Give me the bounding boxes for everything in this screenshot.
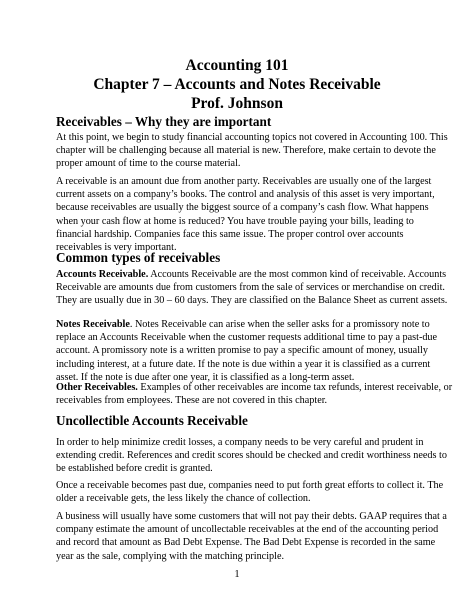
course-title: Accounting 101	[185, 57, 289, 74]
text-line: current assets on a company’s books. The control and analysis of this asset is very important,	[56, 189, 435, 201]
text-line: Receivable are amounts due from customers from the sale of services or merchandise on credit.	[56, 282, 445, 294]
text-line: receivables is very important.	[56, 242, 177, 254]
section-heading-why-important: Receivables – Why they are important	[56, 114, 272, 129]
paragraph-bad-debt	[56, 510, 447, 563]
paragraph-notes-receivable	[56, 318, 438, 384]
text-line: chapter will be challenging because all material is new. Therefore, make certain to devote the	[56, 145, 436, 157]
text-line: older a receivable gets, the less likely the chance of collection.	[56, 493, 311, 505]
text-line: A business will usually have some customers that will not pay their debts. GAAP requires that a	[56, 511, 447, 522]
text-line: extending credit. References and credit scores should be checked and credit worthiness needs to	[56, 450, 447, 462]
text-line: including interest, at a future date. If the note is due within a year it is classified as a current	[56, 358, 431, 370]
text-line: company estimate the amount of uncollectable receivables at the end of the accounting period	[56, 524, 439, 536]
document-title-block	[0, 56, 474, 113]
professor-name: Prof. Johnson	[191, 95, 283, 112]
chapter-title: Chapter 7 – Accounts and Notes Receivable	[93, 76, 381, 93]
page-number: 1	[234, 569, 240, 580]
text-line: Accounts Receivable. Accounts Receivable are the most common kind of receivable. Accounts	[56, 269, 447, 280]
section-heading-uncollectible: Uncollectible Accounts Receivable	[56, 413, 248, 428]
text-line: because receivables are usually the biggest source of a company’s cash flow. What happens	[56, 202, 429, 214]
text-line: be established before credit is granted.	[56, 463, 213, 475]
text-line: At this point, we begin to study financial accounting topics not covered in Accounting 100. This	[56, 132, 448, 143]
text-line: They are usually due in 30 – 60 days. They are classified on the Balance Sheet as current assets.	[56, 295, 448, 307]
text-line: and record that amount as Bad Debt Expense. The Bad Debt Expense is recorded in the same	[56, 537, 436, 549]
term-notes-receivable: Notes Receivable	[56, 319, 130, 330]
term-other-receivables: Other Receivables.	[56, 382, 138, 393]
paragraph-other-receivables	[56, 381, 453, 407]
text-line: In order to help minimize credit losses, a company needs to be very careful and prudent in	[56, 437, 424, 448]
text-line: when your cash flow at home is reduced? You have trouble paying your bills, leading to	[56, 215, 414, 227]
section-heading-common-types: Common types of receivables	[56, 250, 221, 265]
text-line: Once a receivable becomes past due, companies need to put forth great efforts to collect it. The	[56, 480, 444, 491]
text-line: Notes Receivable. Notes Receivable can arise when the seller asks for a promissory note to	[56, 319, 430, 330]
text-line: proper amount of time to the course material.	[56, 158, 241, 170]
text-line: account. A promissory note is a written promise to pay a specific amount of money, usually	[56, 345, 428, 357]
text-line: A receivable is an amount due from another party. Receivables are usually one of the largest	[56, 176, 432, 187]
text-line: asset. If the note is due after one year, it is classified as a long-term asset.	[56, 371, 355, 383]
paragraph-past-due	[56, 479, 444, 505]
paragraph-receivable-definition	[56, 175, 435, 254]
text-line: year as the sale, complying with the matching principle.	[56, 550, 285, 562]
text-line: receivables from employees. These are not covered in this chapter.	[56, 395, 328, 407]
text-line: Other Receivables. Examples of other receivables are income tax refunds, interest receivable, or	[56, 382, 453, 393]
text-line: replace an Accounts Receivable when the customer requests additional time to pay a past-due	[56, 332, 438, 344]
paragraph-accounts-receivable	[56, 268, 448, 308]
paragraph-intro	[56, 131, 448, 171]
text-line: financial hardship. Companies face this same issue. The proper control over accounts	[56, 228, 404, 240]
paragraph-minimize-losses	[56, 436, 447, 476]
term-accounts-receivable: Accounts Receivable.	[56, 269, 149, 280]
